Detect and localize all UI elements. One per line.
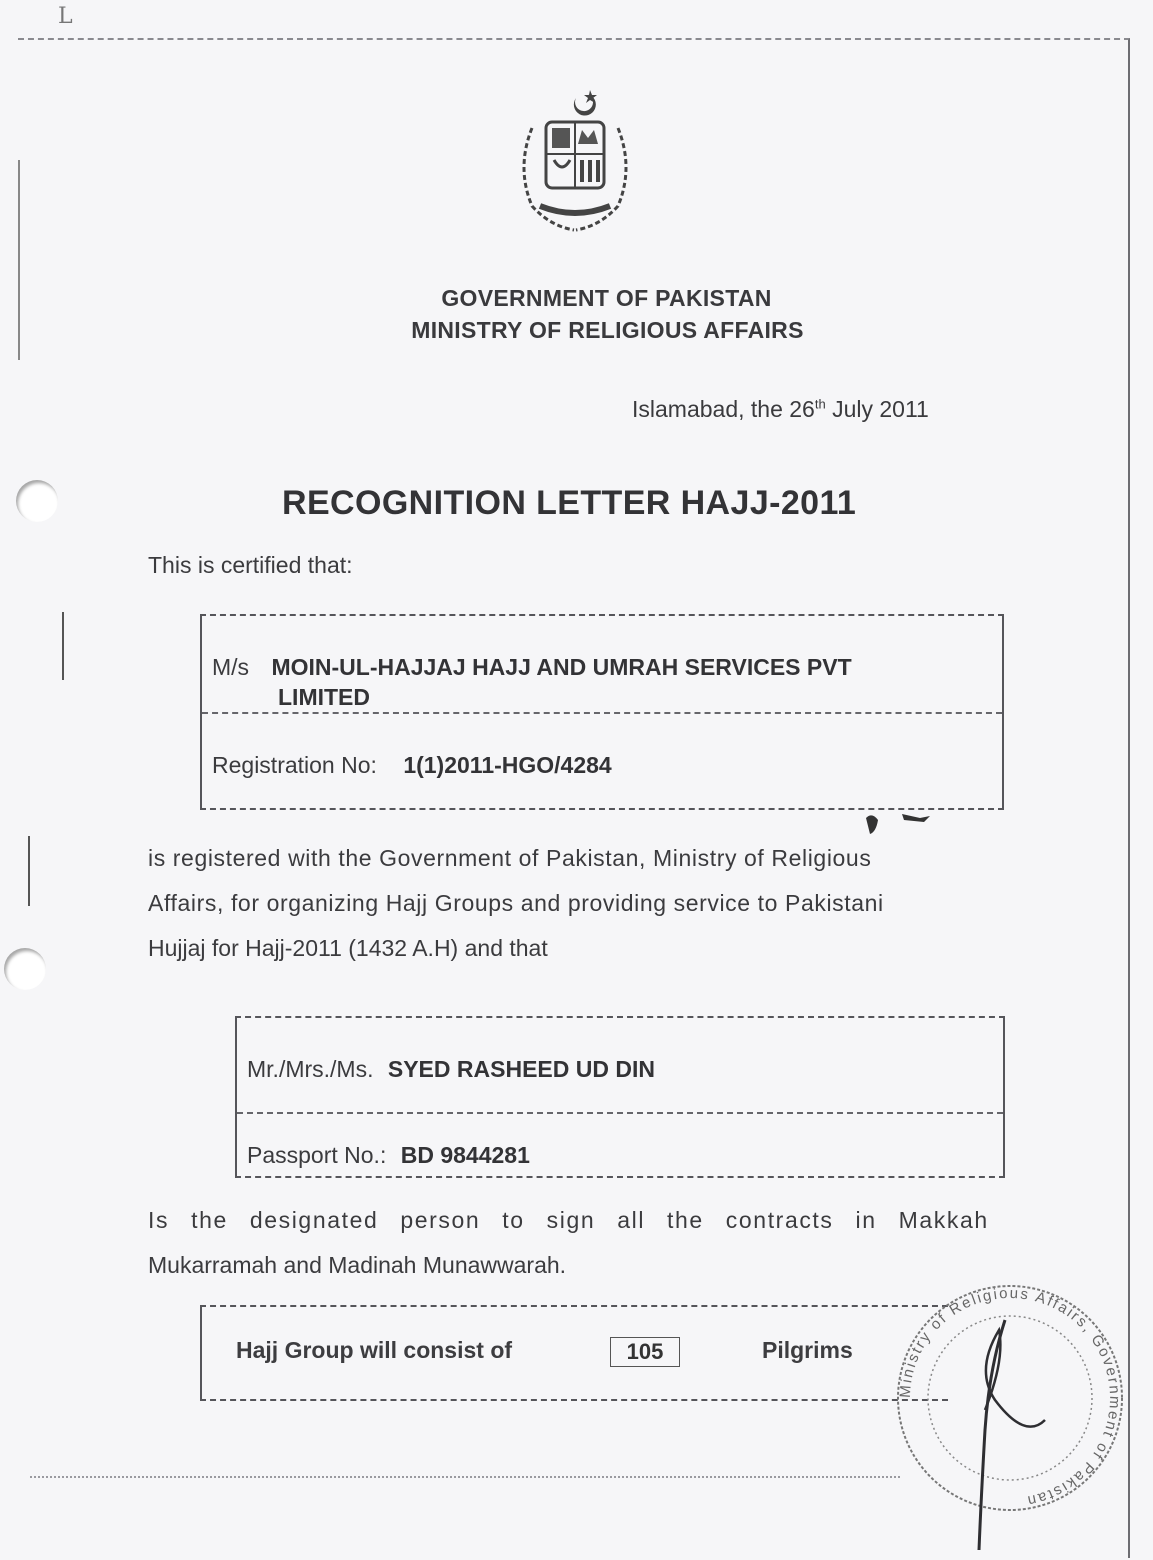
registration-row — [212, 752, 612, 779]
signature — [935, 1300, 1075, 1560]
date-suffix: th — [814, 396, 826, 412]
para1-line1: is registered with the Government of Pakistan, Ministry of Religious — [148, 845, 872, 871]
company-prefix: M/s — [212, 654, 250, 680]
company-box — [200, 614, 1004, 810]
government-heading: GOVERNMENT OF PAKISTAN — [441, 285, 772, 311]
box-divider — [237, 1112, 1003, 1114]
letter-date — [632, 396, 929, 423]
para2-line2: Mukarramah and Madinah Munawwarah. — [148, 1252, 567, 1278]
ministry-heading: MINISTRY OF RELIGIOUS AFFAIRS — [411, 317, 804, 343]
company-name-row — [212, 654, 852, 681]
certified-intro: This is certified that: — [148, 552, 353, 578]
person-name: SYED RASHEED UD DIN — [387, 1056, 655, 1082]
para1-line3: Hujjaj for Hajj-2011 (1432 A.H) and that — [148, 935, 548, 961]
letter-title: RECOGNITION LETTER HAJJ-2011 — [282, 484, 857, 522]
punch-hole — [4, 948, 46, 990]
designation-paragraph — [148, 1198, 1003, 1288]
registration-value: 1(1)2011-HGO/4284 — [403, 752, 612, 778]
passport-row — [247, 1142, 530, 1169]
para2-line1: Is the designated person to sign all the contracts in Makkah — [148, 1207, 989, 1233]
box-divider — [202, 712, 1002, 714]
company-name-line1: MOIN-UL-HAJJAJ HAJJ AND UMRAH SERVICES PVT — [271, 654, 852, 680]
person-name-row — [247, 1056, 655, 1083]
stamp-text: Ministry of Religious Affairs, Government of Pakistan — [896, 1284, 1124, 1510]
para1-line2: Affairs, for organizing Hajj Groups and providing service to Pakistani — [148, 890, 884, 916]
person-box — [235, 1016, 1005, 1178]
group-size-text: Hajj Group will consist of — [236, 1337, 513, 1363]
date-day: 26 — [789, 396, 815, 422]
registration-paragraph — [148, 836, 1003, 971]
margin-tick — [62, 612, 64, 680]
passport-value: BD 9844281 — [400, 1142, 530, 1168]
bottom-rule — [30, 1476, 900, 1478]
passport-label: Passport No.: — [247, 1142, 387, 1168]
corner-mark: L — [58, 4, 73, 29]
group-size-box — [200, 1305, 948, 1401]
date-month-year: July 2011 — [832, 396, 929, 422]
punch-hole — [16, 480, 58, 522]
state-emblem-icon — [510, 88, 640, 236]
date-place: Islamabad, the — [632, 396, 783, 422]
ink-blot — [862, 808, 932, 838]
company-name-line2: LIMITED — [278, 684, 370, 710]
registration-label: Registration No: — [212, 752, 377, 778]
pilgrims-unit: Pilgrims — [762, 1337, 853, 1363]
margin-tick — [28, 836, 30, 906]
person-title-label: Mr./Mrs./Ms. — [247, 1056, 374, 1082]
letterhead — [0, 282, 1153, 346]
pilgrim-count: 105 — [610, 1337, 680, 1367]
